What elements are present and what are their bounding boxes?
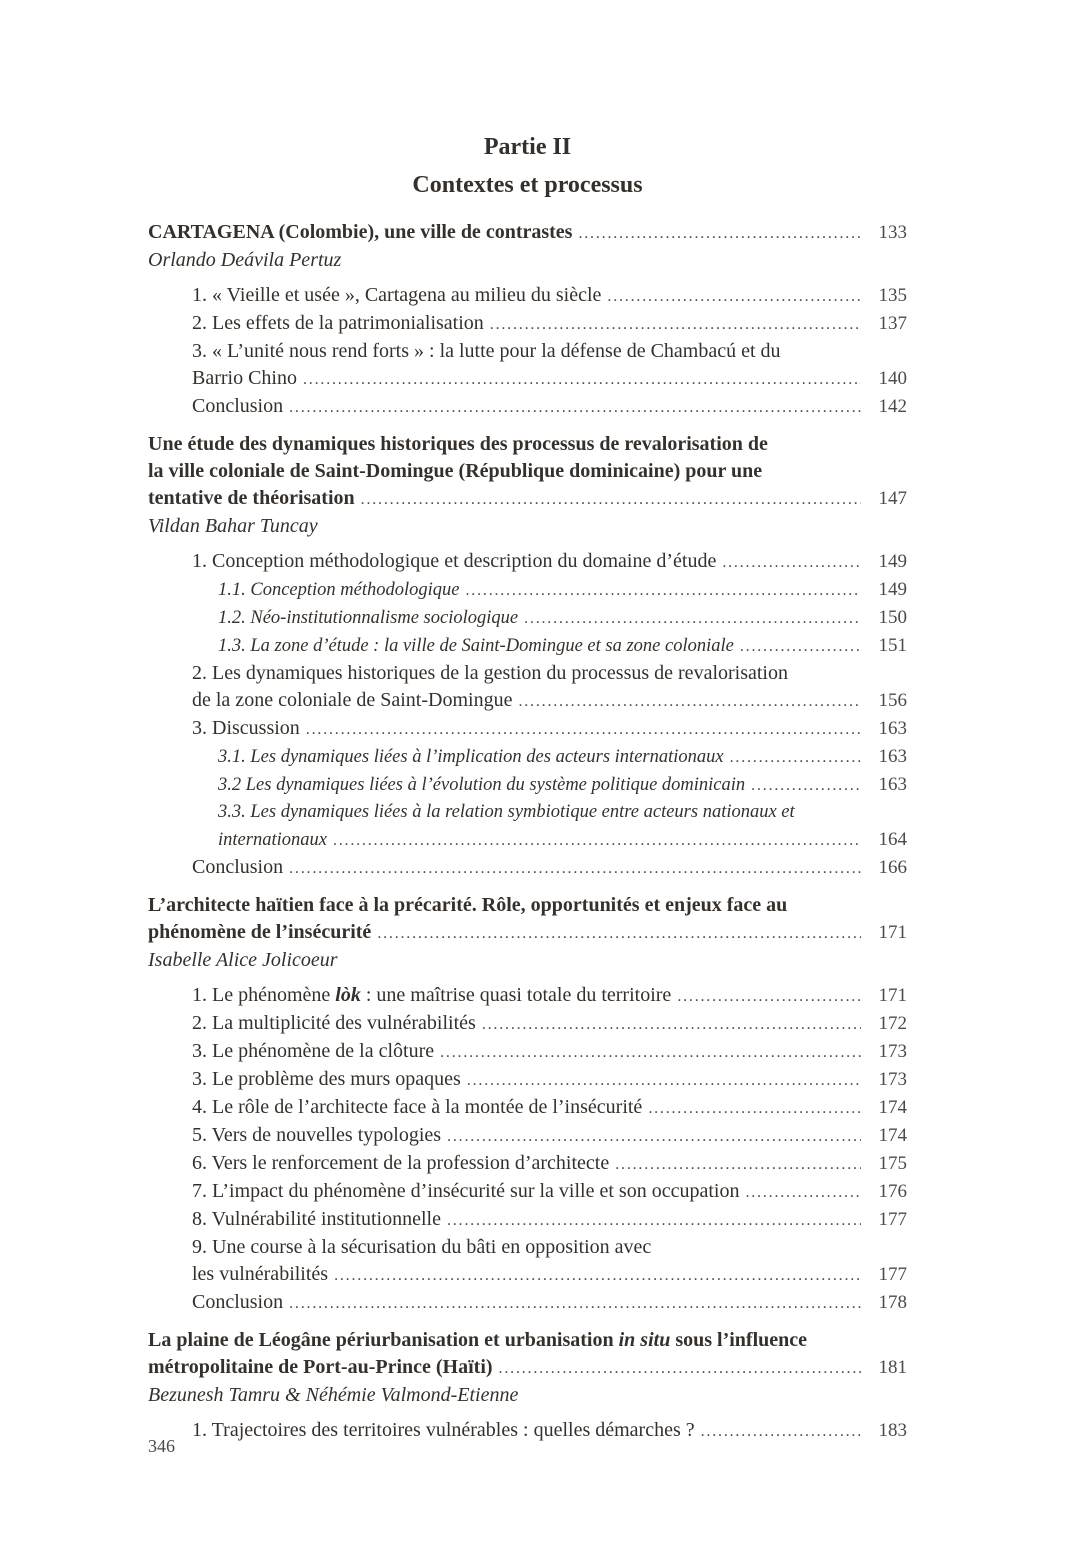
- toc-line: [148, 513, 907, 540]
- toc-entry-text: 1.2. Néo-institutionnalisme sociologique: [218, 608, 519, 628]
- toc-line: [192, 660, 907, 687]
- toc-line: [192, 1150, 907, 1178]
- dot-leader: [361, 486, 861, 513]
- dot-leader: [334, 1262, 861, 1289]
- toc-entry-chapter: [148, 219, 907, 247]
- toc-entry-subsection: [218, 771, 907, 799]
- toc-page-number: 140: [878, 368, 907, 389]
- toc-entry-text: L’architecte haïtien face à la précarité. Rôle, opportunités et enjeux face au: [148, 894, 788, 916]
- toc-line: [218, 743, 907, 771]
- toc-line: [192, 1206, 907, 1234]
- toc-line: [192, 687, 907, 715]
- dot-leader: [751, 772, 861, 799]
- toc-page-number: 175: [878, 1153, 907, 1174]
- dot-leader: [518, 688, 861, 715]
- toc-entry-chapter: [148, 892, 907, 947]
- dot-leader: [289, 394, 861, 421]
- toc-entry-section: [192, 1038, 907, 1066]
- toc-line: [148, 1354, 907, 1382]
- toc-entry-section: [192, 548, 907, 576]
- toc-entry-text: CARTAGENA (Colombie), une ville de contrastes: [148, 221, 573, 243]
- toc-entry-text: 7. L’impact du phénomène d’insécurité sur la ville et son occupation: [192, 1180, 740, 1202]
- toc-page-number: 150: [878, 607, 907, 628]
- toc-page-number: 163: [878, 746, 907, 767]
- dot-leader: [499, 1355, 861, 1382]
- toc-line: [192, 282, 907, 310]
- toc-line: [192, 365, 907, 393]
- dot-leader: [648, 1095, 861, 1122]
- toc-page-number: 173: [878, 1041, 907, 1062]
- toc-entry-section: [192, 1234, 907, 1289]
- toc-entry-section: [192, 715, 907, 743]
- toc-entry-section: [192, 1094, 907, 1122]
- toc-entry-author: [148, 1382, 907, 1409]
- dot-leader: [377, 920, 861, 947]
- toc-entry-text: 5. Vers de nouvelles typologies: [192, 1124, 442, 1146]
- toc-page-number: 178: [878, 1292, 907, 1313]
- toc-page-number: 163: [878, 718, 907, 739]
- dot-leader: [701, 1418, 861, 1445]
- toc-entry-text: La plaine de Léogâne périurbanisation et urbanisation in situ sous l’influence: [148, 1329, 808, 1351]
- toc-line: [192, 338, 907, 365]
- toc-line: [192, 854, 907, 882]
- dot-leader: [289, 1290, 861, 1317]
- part-title: Contextes et processus: [412, 172, 643, 198]
- toc-page-number: 149: [878, 579, 907, 600]
- toc-entry-section: [192, 1289, 907, 1317]
- toc-entry-text: 3. Le problème des murs opaques: [192, 1068, 461, 1090]
- toc-entry-section: [192, 1178, 907, 1206]
- toc-line: [192, 1178, 907, 1206]
- toc-entry-text: 2. La multiplicité des vulnérabilités: [192, 1012, 476, 1034]
- toc-entry-text: 8. Vulnérabilité institutionnelle: [192, 1208, 441, 1230]
- toc-page-number: 172: [878, 1013, 907, 1034]
- toc-entry-section: [192, 982, 907, 1010]
- toc-line: [218, 826, 907, 854]
- toc-entry-text: Conclusion: [192, 856, 284, 878]
- toc-line: [192, 982, 907, 1010]
- toc-entry-text: 1. « Vieille et usée », Cartagena au milieu du siècle: [192, 284, 602, 306]
- dot-leader: [333, 827, 861, 854]
- toc-line: [218, 771, 907, 799]
- toc-entry-section: [192, 1150, 907, 1178]
- toc-entry-subsection: [218, 604, 907, 632]
- toc-line: [192, 1122, 907, 1150]
- dot-leader: [745, 1179, 861, 1206]
- toc-line: [192, 1038, 907, 1066]
- toc-line: [192, 1010, 907, 1038]
- toc-entry-text: Vildan Bahar Tuncay: [148, 515, 318, 537]
- toc-entry-text: 3.2 Les dynamiques liées à l’évolution du système politique dominicain: [218, 775, 746, 795]
- toc-line: [148, 892, 907, 919]
- toc-page-number: 177: [878, 1209, 907, 1230]
- toc-entry-subsection: [218, 632, 907, 660]
- part-header: [148, 132, 907, 200]
- toc-line: [218, 576, 907, 604]
- toc-line: [148, 485, 907, 513]
- dot-leader: [306, 716, 861, 743]
- dot-leader: [615, 1151, 861, 1178]
- toc-entry-subsection: [218, 576, 907, 604]
- toc-page-number: 142: [878, 396, 907, 417]
- dot-leader: [447, 1123, 861, 1150]
- toc-entry-section: [192, 393, 907, 421]
- toc-line: [218, 799, 907, 826]
- toc-page-number: 166: [878, 857, 907, 878]
- document-page: [148, 132, 907, 1445]
- dot-leader: [466, 577, 862, 604]
- toc-entry-text: 2. Les effets de la patrimonialisation: [192, 312, 484, 334]
- toc-page-number: 149: [878, 551, 907, 572]
- toc-page-number: 133: [878, 222, 907, 243]
- toc-line: [192, 715, 907, 743]
- toc-entry-text: 1.1. Conception méthodologique: [218, 580, 460, 600]
- toc-entry-text: 1.3. La zone d’étude : la ville de Saint-Domingue et sa zone coloniale: [218, 636, 734, 656]
- toc-entry-text: 2. Les dynamiques historiques de la gestion du processus de revalorisation: [192, 662, 788, 684]
- toc-entry-subsection: [218, 799, 907, 854]
- toc-entry-section: [192, 1417, 907, 1445]
- dot-leader: [482, 1011, 861, 1038]
- toc-entry-section: [192, 310, 907, 338]
- toc-line: [192, 1234, 907, 1261]
- dot-leader: [303, 366, 861, 393]
- toc-entry-section: [192, 854, 907, 882]
- toc-entry-text: 6. Vers le renforcement de la profession d’architecte: [192, 1152, 610, 1174]
- toc-entry-text: 4. Le rôle de l’architecte face à la montée de l’insécurité: [192, 1096, 643, 1118]
- toc-entry-section: [192, 660, 907, 715]
- toc-entry-text: internationaux: [218, 830, 327, 850]
- toc-entry-text: 3. Le phénomène de la clôture: [192, 1040, 435, 1062]
- toc-page-number: 163: [878, 774, 907, 795]
- toc-page-number: 173: [878, 1069, 907, 1090]
- toc-entry-author: [148, 247, 907, 274]
- toc-line: [218, 632, 907, 660]
- dot-leader: [524, 605, 861, 632]
- toc-entry-text: Bezunesh Tamru & Néhémie Valmond-Etienne: [148, 1384, 519, 1406]
- dot-leader: [677, 983, 861, 1010]
- toc-entry-author: [148, 947, 907, 974]
- toc-line: [148, 458, 907, 485]
- dot-leader: [607, 283, 861, 310]
- toc-page-number: 171: [878, 985, 907, 1006]
- dot-leader: [740, 633, 861, 660]
- page-footer-number: 346: [148, 1436, 175, 1456]
- toc-entry-text: 1. Le phénomène lòk : une maîtrise quasi totale du territoire: [192, 984, 672, 1006]
- toc-entry-text: de la zone coloniale de Saint-Domingue: [192, 689, 513, 711]
- toc-entry-text: Orlando Deávila Pertuz: [148, 249, 342, 271]
- dot-leader: [578, 220, 861, 247]
- toc-line: [148, 1327, 907, 1354]
- toc-page-number: 183: [878, 1420, 907, 1441]
- toc-line: [192, 548, 907, 576]
- toc-entry-section: [192, 1010, 907, 1038]
- toc-line: [192, 1417, 907, 1445]
- toc-line: [148, 947, 907, 974]
- toc-entry-chapter: [148, 431, 907, 513]
- toc-entry-text: 9. Une course à la sécurisation du bâti en opposition avec: [192, 1236, 652, 1258]
- dot-leader: [467, 1067, 861, 1094]
- toc-entry-text: Barrio Chino: [192, 367, 297, 389]
- toc-entry-section: [192, 1066, 907, 1094]
- dot-leader: [289, 855, 861, 882]
- toc-entry-author: [148, 513, 907, 540]
- toc-line: [192, 1094, 907, 1122]
- toc-page-number: 147: [878, 488, 907, 509]
- toc-line: [148, 431, 907, 458]
- toc-entry-section: [192, 338, 907, 393]
- toc-line: [192, 393, 907, 421]
- toc-line: [148, 919, 907, 947]
- dot-leader: [447, 1207, 861, 1234]
- toc-page-number: 174: [878, 1097, 907, 1118]
- dot-leader: [440, 1039, 861, 1066]
- toc-line: [192, 310, 907, 338]
- toc-entry-text: la ville coloniale de Saint-Domingue (République dominicaine) pour une: [148, 460, 763, 482]
- toc-line: [148, 1382, 907, 1409]
- toc-page-number: 177: [878, 1264, 907, 1285]
- toc-entry-text: 1. Conception méthodologique et description du domaine d’étude: [192, 550, 717, 572]
- part-label: Partie II: [483, 134, 572, 160]
- toc-page-number: 164: [878, 829, 907, 850]
- toc-entry-text: les vulnérabilités: [192, 1263, 329, 1285]
- toc-line: [148, 247, 907, 274]
- toc-entry-text: Isabelle Alice Jolicoeur: [148, 949, 338, 971]
- toc-page-number: 171: [878, 922, 907, 943]
- toc-entry-text: 3.3. Les dynamiques liées à la relation symbiotique entre acteurs nationaux et: [218, 802, 795, 822]
- toc-page-number: 181: [878, 1357, 907, 1378]
- toc-line: [218, 604, 907, 632]
- toc-entry-text: 3. « L’unité nous rend forts » : la lutte pour la défense de Chambacú et du: [192, 340, 781, 362]
- toc-entry-section: [192, 1206, 907, 1234]
- toc-entry-text: 3. Discussion: [192, 717, 300, 739]
- toc-entry-text: 1. Trajectoires des territoires vulnérables : quelles démarches ?: [192, 1419, 695, 1441]
- toc-entry-chapter: [148, 1327, 907, 1382]
- toc-line: [148, 219, 907, 247]
- toc-entry-subsection: [218, 743, 907, 771]
- dot-leader: [722, 549, 861, 576]
- toc-page-number: 176: [878, 1181, 907, 1202]
- toc-page-number: 156: [878, 690, 907, 711]
- dot-leader: [490, 311, 861, 338]
- toc-entry-text: Une étude des dynamiques historiques des processus de revalorisation de: [148, 433, 768, 455]
- toc-page-number: 174: [878, 1125, 907, 1146]
- toc-page-number: 135: [878, 285, 907, 306]
- toc-entry-section: [192, 282, 907, 310]
- toc-entry-section: [192, 1122, 907, 1150]
- toc-entry-text: tentative de théorisation: [148, 487, 355, 509]
- toc-entry-text: Conclusion: [192, 395, 284, 417]
- toc-line: [192, 1261, 907, 1289]
- toc-entry-text: phénomène de l’insécurité: [148, 921, 372, 943]
- table-of-contents: [148, 219, 907, 1445]
- toc-entry-text: métropolitaine de Port-au-Prince (Haïti): [148, 1356, 493, 1378]
- toc-page-number: 137: [878, 313, 907, 334]
- dot-leader: [730, 744, 861, 771]
- toc-line: [192, 1066, 907, 1094]
- toc-line: [192, 1289, 907, 1317]
- toc-page-number: 151: [878, 635, 907, 656]
- toc-entry-text: 3.1. Les dynamiques liées à l’implication des acteurs internationaux: [218, 747, 724, 767]
- toc-entry-text: Conclusion: [192, 1291, 284, 1313]
